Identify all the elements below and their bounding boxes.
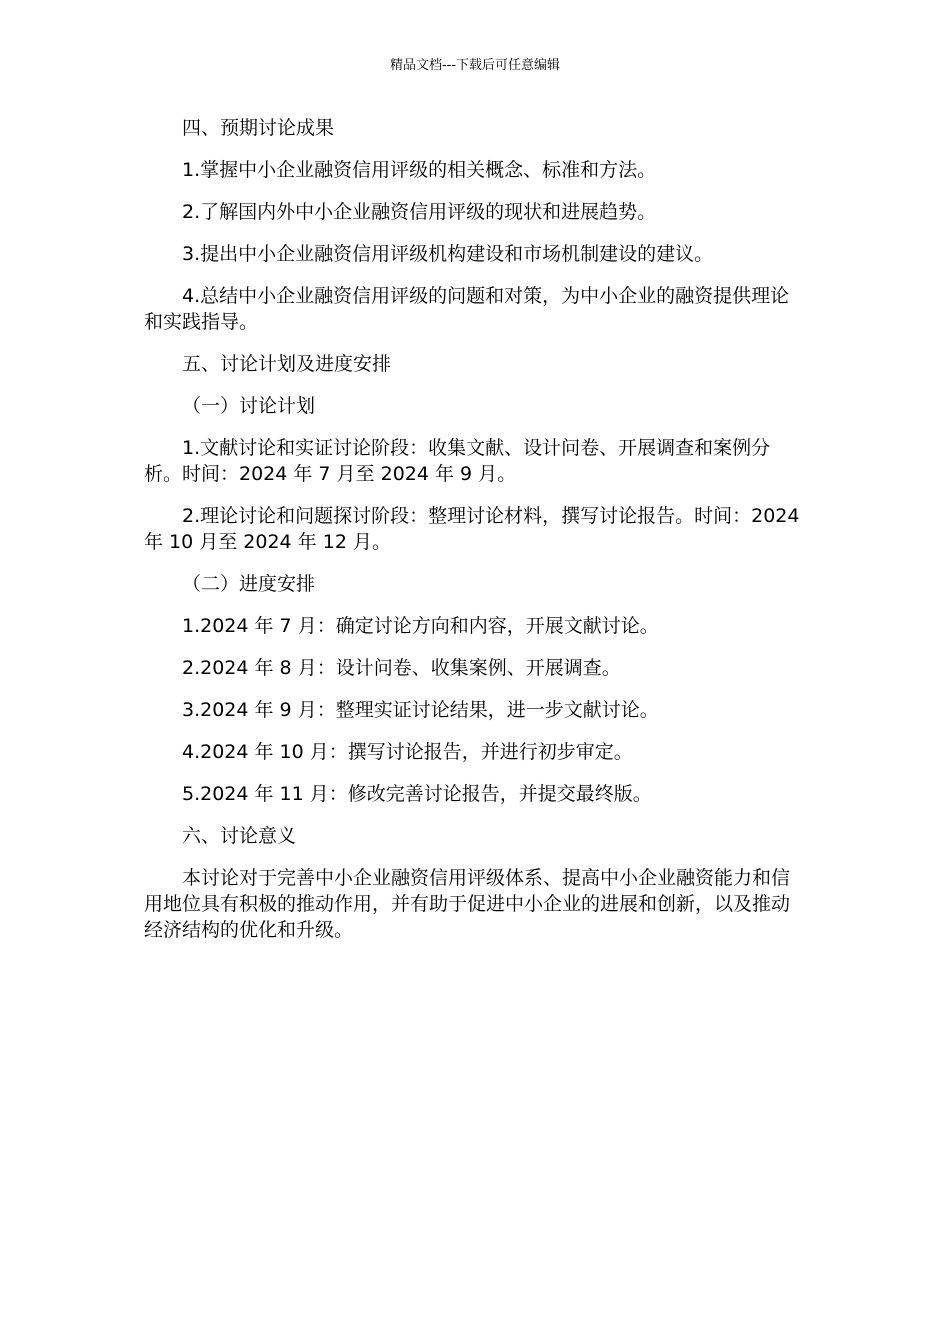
body-paragraph: 本讨论对于完善中小企业融资信用评级体系、提高中小企业融资能力和信用地位具有积极的推动作用，并有助于促进中小企业的进展和创新，以及推动经济结构的优化和升级。: [144, 867, 791, 941]
list-item: 1.2024 年 7 月：确定讨论方向和内容，开展文献讨论。: [182, 615, 659, 637]
subsection-heading-schedule: （二）进度安排: [182, 573, 316, 595]
list-item: 4.总结中小企业融资信用评级的问题和对策，为中小企业的融资提供理论和实践指导。: [144, 285, 790, 333]
list-item: 5.2024 年 11 月：修改完善讨论报告，并提交最终版。: [182, 783, 652, 805]
document-body: [144, 115, 800, 959]
list-item: 3.提出中小企业融资信用评级机构建设和市场机制建设的建议。: [182, 243, 714, 265]
list-item: 1.掌握中小企业融资信用评级的相关概念、标准和方法。: [182, 159, 657, 181]
list-item: 3.2024 年 9 月：整理实证讨论结果，进一步文献讨论。: [182, 699, 659, 721]
section-heading-significance: 六、讨论意义: [182, 825, 297, 847]
list-item: 1.文献讨论和实证讨论阶段：收集文献、设计问卷、开展调查和案例分析。时间：2024 年 7 月至 2024 年 9 月。: [144, 437, 771, 485]
list-item: 4.2024 年 10 月：撰写讨论报告，并进行初步审定。: [182, 741, 633, 763]
page-header: 精品文档---下载后可任意编辑: [389, 58, 561, 73]
list-item: 2.理论讨论和问题探讨阶段：整理讨论材料，撰写讨论报告。时间：2024 年 10 月至 2024 年 12 月。: [144, 505, 800, 553]
section-heading-plan-schedule: 五、讨论计划及进度安排: [182, 353, 392, 375]
subsection-heading-plan: （一）讨论计划: [182, 395, 316, 417]
list-item: 2.2024 年 8 月：设计问卷、收集案例、开展调查。: [182, 657, 621, 679]
section-heading-expected-results: 四、预期讨论成果: [182, 117, 335, 139]
list-item: 2.了解国内外中小企业融资信用评级的现状和进展趋势。: [182, 201, 657, 223]
